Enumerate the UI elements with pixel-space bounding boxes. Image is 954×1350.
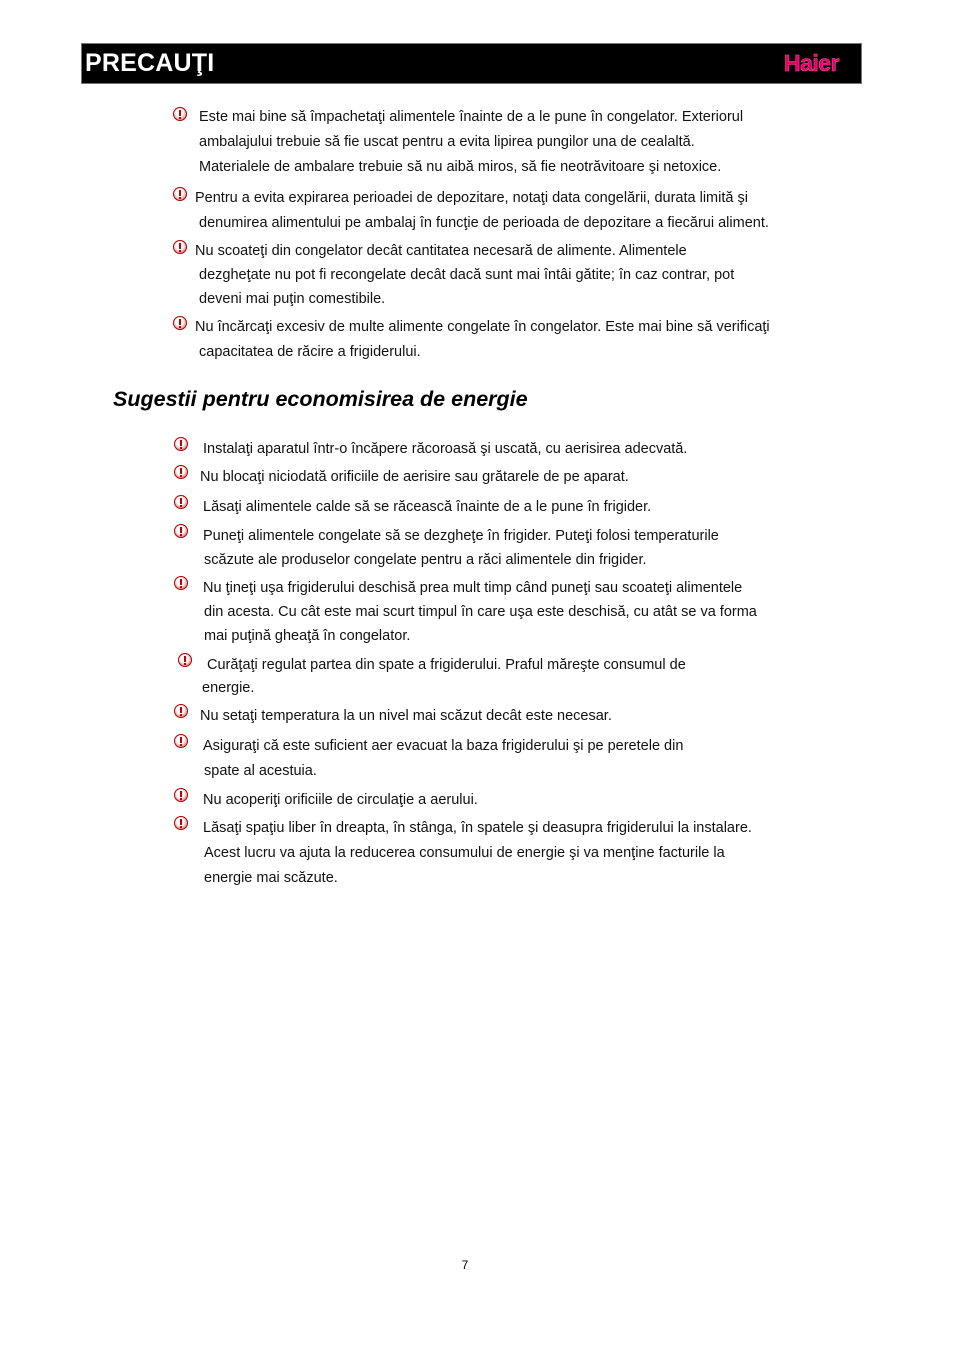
warning-icon — [173, 316, 187, 330]
page-header — [81, 43, 862, 84]
item-text: Nu setaţi temperatura la un nivel mai scăzut decât este necesar. — [200, 708, 612, 724]
item-text: dezgheţate nu pot fi recongelate decât dacă sunt mai întâi gătite; în caz contrar, pot — [199, 267, 735, 283]
warning-icon — [173, 107, 187, 121]
warning-icon — [174, 816, 188, 830]
item-text: Curăţaţi regulat partea din spate a frigiderului. Praful măreşte consumul de — [207, 657, 686, 673]
item-text: energie mai scăzute. — [204, 870, 338, 886]
item-text: spate al acestuia. — [204, 763, 317, 779]
item-text: energie. — [202, 680, 255, 696]
item-text: Nu ţineţi uşa frigiderului deschisă prea mult timp când puneţi sau scoateţi alimentele — [203, 580, 743, 596]
item-text: Pentru a evita expirarea perioadei de depozitare, notaţi data congelării, durata limită şi — [195, 190, 748, 206]
warning-icon — [173, 240, 187, 254]
item-text: Instalaţi aparatul într-o încăpere răcoroasă şi uscată, cu aerisirea adecvată. — [203, 441, 688, 457]
warning-icon — [174, 495, 188, 509]
item-text: Acest lucru va ajuta la reducerea consumului de energie şi va menţine facturile la — [204, 845, 725, 861]
item-text: capacitatea de răcire a frigiderului. — [199, 344, 421, 360]
item-text: Lăsaţi alimentele calde să se răcească înainte de a le pune în frigider. — [203, 499, 652, 515]
warning-icon — [174, 524, 188, 538]
warning-icon — [178, 653, 192, 667]
warning-icon — [174, 437, 188, 451]
brand-logo: Haier — [783, 50, 839, 76]
item-text: Nu încărcaţi excesiv de multe alimente congelate în congelator. Este mai bine să verificaţi — [195, 319, 770, 335]
warning-icon — [174, 788, 188, 802]
item-text: ambalajului trebuie să fie uscat pentru a evita lipirea pungilor una de cealaltă. — [199, 134, 695, 150]
item-text: deveni mai puţin comestibile. — [199, 291, 386, 307]
item-text: din acesta. Cu cât este mai scurt timpul în care uşa este deschisă, cu atât se va forma — [204, 604, 757, 620]
page-title: PRECAUŢI — [85, 49, 215, 77]
item-text: Nu acoperiţi orificiile de circulaţie a aerului. — [203, 792, 478, 808]
section-heading: Sugestii pentru economisirea de energie — [113, 387, 528, 411]
warning-icon — [173, 187, 187, 201]
item-text: Lăsaţi spaţiu liber în dreapta, în stânga, în spatele şi deasupra frigiderului la instalare. — [203, 820, 752, 836]
warning-icon — [174, 465, 188, 479]
item-text: mai puţină gheaţă în congelator. — [204, 628, 411, 644]
item-text: Materialele de ambalare trebuie să nu aibă miros, să fie neotrăvitoare şi netoxice. — [199, 159, 722, 175]
item-text: Nu scoateţi din congelator decât cantitatea necesară de alimente. Alimentele — [195, 243, 687, 259]
warning-icon — [174, 704, 188, 718]
item-text: Nu blocaţi niciodată orificiile de aerisire sau grătarele de pe aparat. — [200, 469, 629, 485]
warning-icon — [174, 734, 188, 748]
warning-icon — [174, 576, 188, 590]
item-text: Puneţi alimentele congelate să se dezgheţe în frigider. Puteţi folosi temperaturile — [203, 528, 719, 544]
item-text: denumirea alimentului pe ambalaj în funcţie de perioada de depozitare a fiecărui aliment. — [199, 215, 769, 231]
item-text: Asiguraţi că este suficient aer evacuat la baza frigiderului şi pe peretele din — [203, 738, 684, 754]
page-number: 7 — [461, 1258, 469, 1272]
item-text: Este mai bine să împachetaţi alimentele înainte de a le pune în congelator. Exteriorul — [199, 109, 744, 125]
item-text: scăzute ale produselor congelate pentru a răci alimentele din frigider. — [204, 552, 647, 568]
